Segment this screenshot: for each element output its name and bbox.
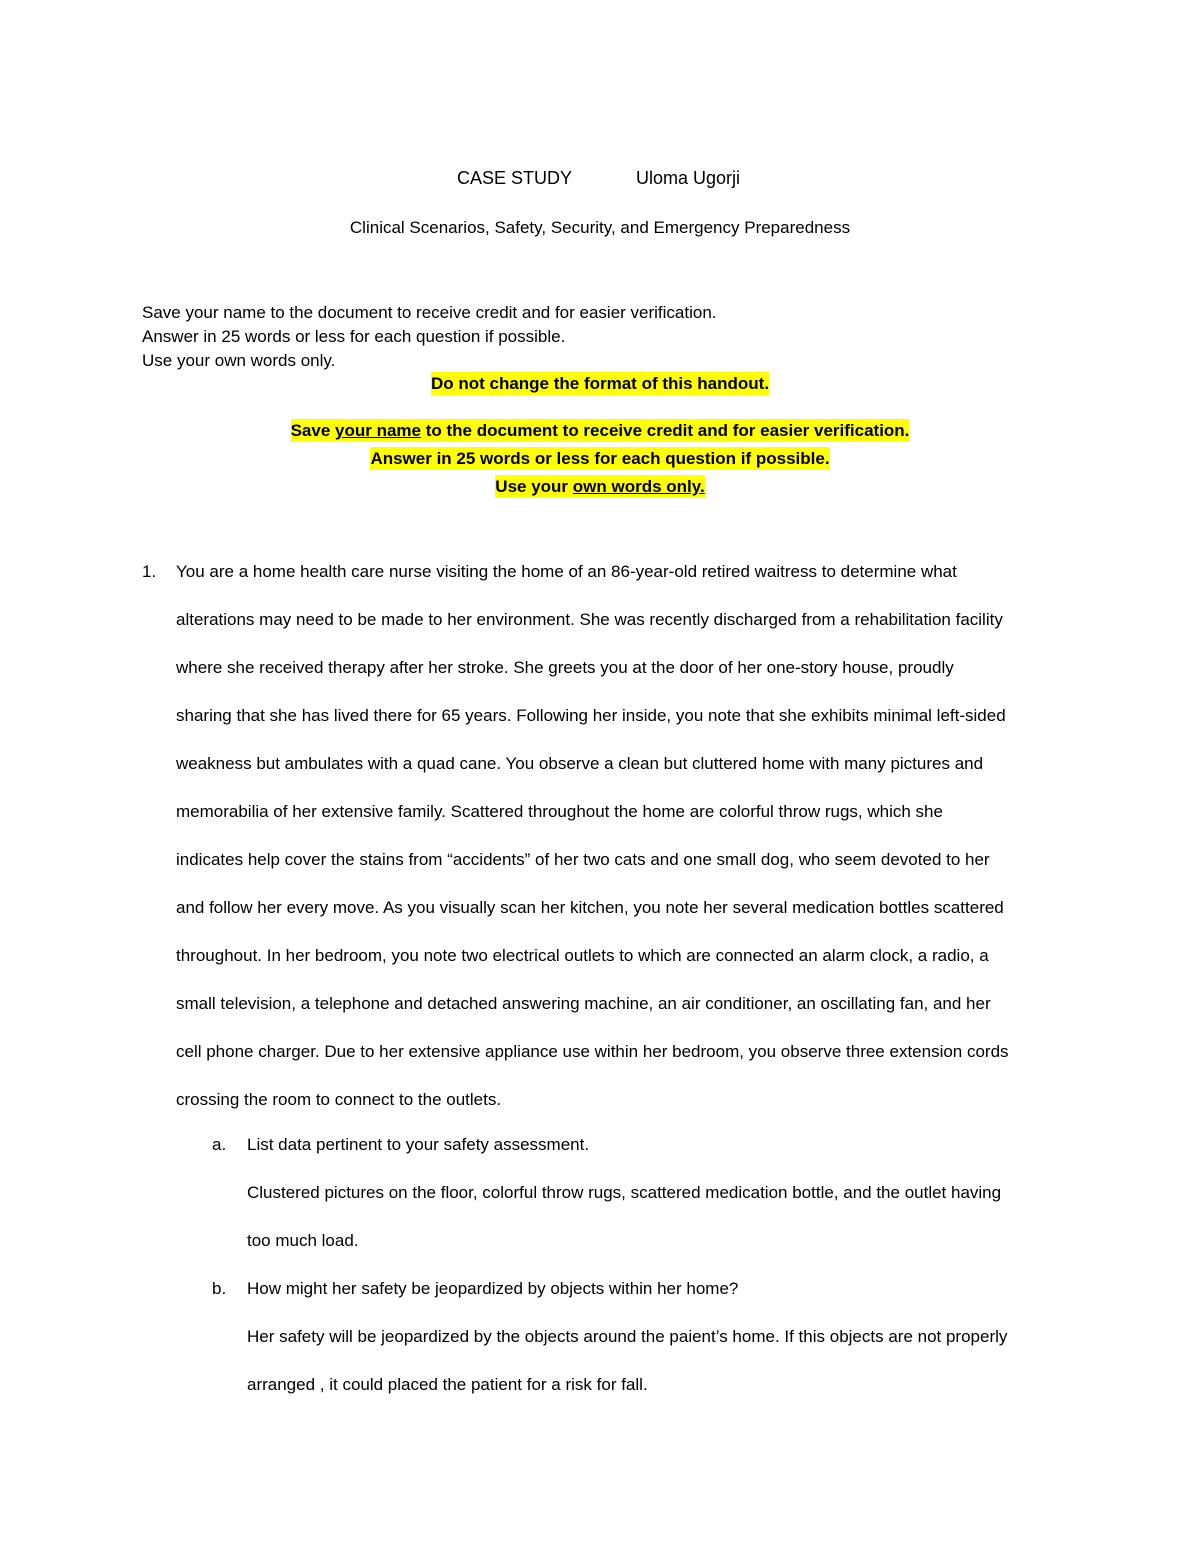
- scenario-line: memorabilia of her extensive family. Scattered throughout the home are colorful throw rugs, which she: [176, 802, 943, 821]
- highlight-line-1: [0, 419, 1200, 443]
- format-notice: [0, 372, 1200, 396]
- document-subtitle: Clinical Scenarios, Safety, Security, and Emergency Preparedness: [349, 218, 851, 237]
- answer-b-line: arranged , it could placed the patient for a risk for fall.: [247, 1375, 648, 1394]
- highlight-text: Answer in 25 words or less for each question if possible.: [370, 449, 830, 468]
- scenario-line: cell phone charger. Due to her extensive appliance use within her bedroom, you observe three extension cords: [176, 1042, 1009, 1061]
- author-name: Uloma Ugorji: [636, 168, 741, 188]
- subquestion-b-marker: b.: [212, 1279, 227, 1298]
- instruction-line: Save your name to the document to receive credit and for easier verification.: [142, 303, 717, 322]
- subquestion-a: List data pertinent to your safety assessment.: [247, 1135, 590, 1154]
- subquestion-b: How might her safety be jeopardized by objects within her home?: [247, 1279, 739, 1298]
- scenario-line: where she received therapy after her stroke. She greets you at the door of her one-story house, proudly: [176, 658, 954, 677]
- highlight-line-3: [0, 475, 1200, 499]
- scenario-line: sharing that she has lived there for 65 years. Following her inside, you note that she exhibits minimal left-sided: [176, 706, 1006, 725]
- format-notice-text: Do not change the format of this handout.: [430, 374, 770, 393]
- answer-b-line: Her safety will be jeopardized by the objects around the paient’s home. If this objects are not properly: [247, 1327, 1008, 1346]
- highlight-text: Save: [290, 421, 336, 440]
- scenario-line: crossing the room to connect to the outlets.: [176, 1090, 502, 1109]
- scenario-line: weakness but ambulates with a quad cane. You observe a clean but cluttered home with many pictures and: [176, 754, 984, 773]
- instruction-line: Answer in 25 words or less for each question if possible.: [142, 327, 566, 346]
- scenario-line: throughout. In her bedroom, you note two electrical outlets to which are connected an alarm clock, a radio, a: [176, 946, 989, 965]
- highlight-text: Use your: [495, 477, 573, 496]
- scenario-line: small television, a telephone and detached answering machine, an air conditioner, an oscillating fan, and her: [176, 994, 991, 1013]
- scenario-line: indicates help cover the stains from “accidents” of her two cats and one small dog, who seem devoted to her: [176, 850, 990, 869]
- answer-a-line: too much load.: [247, 1231, 359, 1250]
- scenario-line: and follow her every move. As you visually scan her kitchen, you note her several medication bottles scattered: [176, 898, 1004, 917]
- highlight-underlined: own words only.: [572, 477, 705, 496]
- scenario-line: alterations may need to be made to her environment. She was recently discharged from a rehabilitation facility: [176, 610, 1003, 629]
- instruction-line: Use your own words only.: [142, 351, 336, 370]
- subquestion-a-marker: a.: [212, 1135, 227, 1154]
- highlight-underlined: your name: [335, 421, 421, 440]
- question-number: 1.: [142, 562, 157, 581]
- scenario-line: You are a home health care nurse visiting the home of an 86-year-old retired waitress to determine what: [176, 562, 957, 581]
- answer-a-line: Clustered pictures on the floor, colorful throw rugs, scattered medication bottle, and the outlet having: [247, 1183, 1002, 1202]
- case-study-label: CASE STUDY: [457, 168, 573, 188]
- question-scenario: [176, 560, 1066, 1136]
- highlight-text: to the document to receive credit and for easier verification.: [421, 421, 910, 440]
- highlight-line-2: [0, 447, 1200, 471]
